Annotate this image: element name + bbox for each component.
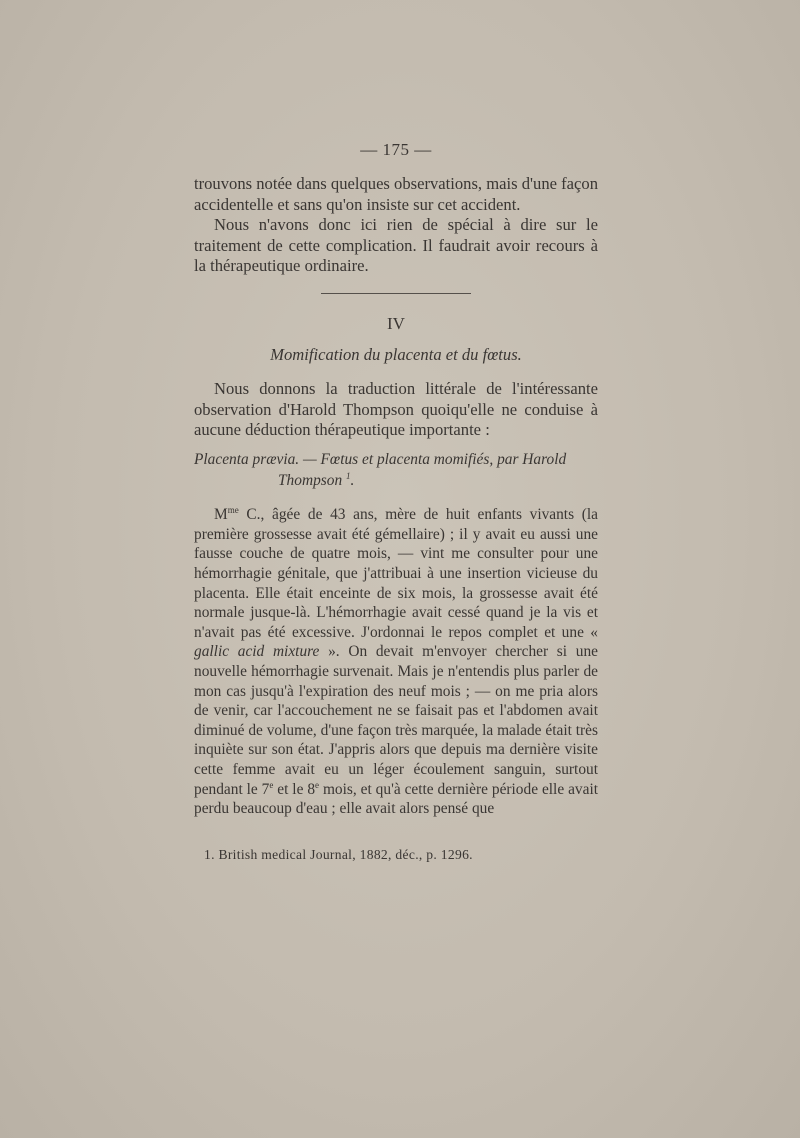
page-number: — 175 — <box>360 140 432 159</box>
case-heading <box>194 450 598 491</box>
case-term: gallic acid mixture <box>194 643 320 661</box>
section-divider <box>321 293 471 294</box>
section-intro-paragraph: Nous donnons la traduction littérale de l'intéressante observation d'Harold Thompson quoiqu'elle ne conduise à aucune déduction thérapeutique importante : <box>194 379 598 440</box>
case-text-1: C., âgée de 43 ans, mère de huit enfants vivants (la première grossesse avait été gémellaire) ; il y avait eu aussi une fausse couche de quatre mois, — vint me consulter pour une hémorrhagie génitale, que j'attribuai à une insertion vicieuse du placenta. Elle était enceinte de six mois, la grossesse avait été normale jusque-là. L'hémorrhagie avait cessé quand je la vis et n'avait pas été excessive. J'ordonnai le repos complet et une « <box>194 506 598 641</box>
footnote-spacer <box>194 819 598 845</box>
conclusion-paragraph: Nous n'avons donc ici rien de spécial à dire sur le traitement de cette complication. Il faudrait avoir recours à la thérapeutique ordinaire. <box>194 215 598 276</box>
case-honorific-sup: me <box>227 505 239 516</box>
section-title: Momification du placenta et du fœtus. <box>270 344 522 364</box>
section-number: IV <box>387 314 405 334</box>
case-author: Thompson $^1$. <box>278 470 355 489</box>
case-heading-text: Placenta prævia. — Fœtus et placenta momifiés, par Harold <box>194 451 567 469</box>
case-text-2: ». On devait m'envoyer chercher si une nouvelle hémorrhagie survenait. Mais je n'entendis plus parler de mon cas jusqu'à l'expiration des neuf mois ; — on me pria alors de venir, car l'accouchement ne se faisait pas et l'abdomen avait diminué de volume, d'une façon très marquée, la malade était très inquiète sur son état. J'appris alors que depuis ma dernière visite cette femme avait eu un léger écoulement sanguin, surtout pendant le 7 <box>194 643 598 798</box>
footnote-marker: 1 <box>346 470 351 481</box>
case-author-name: Thompson <box>278 471 343 489</box>
case-text-3: et le 8 <box>273 780 316 798</box>
case-text-4: mois, et qu'à cette dernière période elle avait perdu beaucoup d'eau ; elle avait alors pensé que <box>194 780 598 818</box>
text-block <box>194 140 598 865</box>
case-sup-2: e <box>315 779 320 790</box>
case-honorific: M <box>214 506 228 524</box>
intro-paragraph: trouvons notée dans quelques observations, mais d'une façon accidentelle et sans qu'on insiste sur cet accident. <box>194 174 598 214</box>
case-paragraph <box>194 505 598 819</box>
case-sup-1: e <box>269 779 274 790</box>
footnote: 1. British medical Journal, 1882, déc., p. 1296. <box>204 846 473 862</box>
